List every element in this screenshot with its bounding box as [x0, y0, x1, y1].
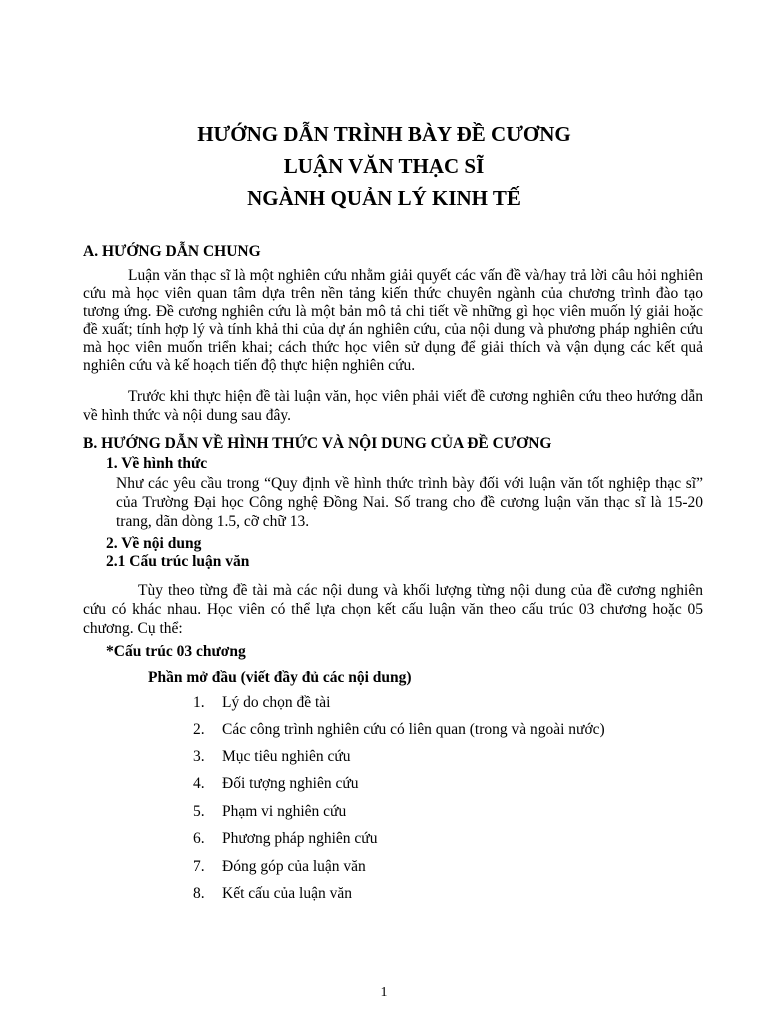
list-item-number: 6. — [193, 830, 205, 847]
section-a-paragraph-2: Trước khi thực hiện đề tài luận văn, học viên phải viết đề cương nghiên cứu theo hướng dẫn về hình thức và nội dung sau đây. — [83, 388, 703, 424]
list-item-text: Đóng góp của luận văn — [222, 858, 366, 875]
list-item-text: Mục tiêu nghiên cứu — [222, 748, 351, 765]
subsection-1-heading: 1. Về hình thức — [106, 455, 208, 472]
subsection-2-heading: 2. Về nội dung — [106, 535, 202, 552]
title-line-2: LUẬN VĂN THẠC SĨ — [283, 154, 485, 178]
list-item-number: 8. — [193, 885, 205, 902]
page-number: 1 — [380, 985, 388, 1000]
intro-heading: Phần mở đầu (viết đầy đủ các nội dung) — [148, 669, 412, 686]
list-item-text: Phương pháp nghiên cứu — [222, 830, 378, 847]
list-item-text: Kết cấu của luận văn — [222, 885, 352, 902]
list-item-text: Phạm vi nghiên cứu — [222, 803, 347, 820]
list-item-number: 5. — [193, 803, 205, 820]
list-item-number: 4. — [193, 775, 205, 792]
section-b-heading: B. HƯỚNG DẪN VỀ HÌNH THỨC VÀ NỘI DUNG CỦA ĐỀ CƯƠNG — [83, 435, 552, 452]
list-item-text: Đối tượng nghiên cứu — [222, 775, 359, 792]
list-item-number: 2. — [193, 721, 205, 738]
subsection-2-1-text: Tùy theo từng đề tài mà các nội dung và khối lượng từng nội dung của đề cương nghiên cứu có khác nhau. Học viên có thể lựa chọn kết cấu luận văn theo cấu trúc 03 chương hoặc 05 chương. Cụ thể: — [83, 582, 703, 637]
title-line-3: NGÀNH QUẢN LÝ KINH TẾ — [247, 186, 521, 210]
section-a-heading: A. HƯỚNG DẪN CHUNG — [83, 243, 261, 260]
list-item-text: Các công trình nghiên cứu có liên quan (trong và ngoài nước) — [222, 721, 605, 738]
subsection-2-1-heading: 2.1 Cấu trúc luận văn — [106, 553, 250, 570]
list-item-number: 1. — [193, 694, 205, 711]
title-line-1: HƯỚNG DẪN TRÌNH BÀY ĐỀ CƯƠNG — [197, 122, 571, 146]
structure-heading: *Cấu trúc 03 chương — [106, 643, 246, 660]
list-item-text: Lý do chọn đề tài — [222, 694, 331, 711]
subsection-1-text: Như các yêu cầu trong “Quy định về hình thức trình bày đối với luận văn tốt nghiệp thạc sĩ” của Trường Đại học Công nghệ Đồng Nai. Số trang cho đề cương luận văn thạc sĩ là 15-20 trang, dãn dòng 1.5, cỡ chữ 13. — [116, 475, 703, 530]
list-item-number: 7. — [193, 858, 205, 875]
section-a-paragraph-1: Luận văn thạc sĩ là một nghiên cứu nhằm giải quyết các vấn đề và/hay trả lời câu hỏi nghiên cứu mà học viên quan tâm dựa trên nền tảng kiến thức chuyên ngành của chương trình đào tạo tương ứng. Đề cương nghiên cứu là một bản mô tả chi tiết về những gì học viên muốn lý giải hoặc đề xuất; tính hợp lý và tính khả thi của dự án nghiên cứu, của nội dung và phương pháp nghiên cứu mà học viên muốn triển khai; cách thức học viên sử dụng để giải thích và vận dụng các kết quả nghiên cứu và kế hoạch tiến độ thực hiện nghiên cứu. — [83, 267, 703, 374]
document-title — [0, 118, 768, 214]
list-item-number: 3. — [193, 748, 205, 765]
